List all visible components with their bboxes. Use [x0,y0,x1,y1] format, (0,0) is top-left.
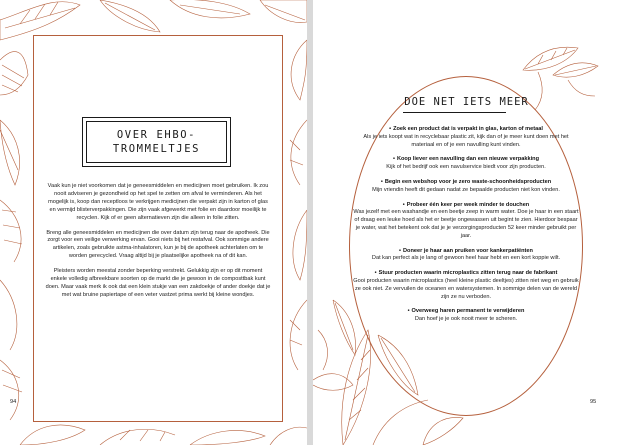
bullet-icon: • [374,270,377,277]
bullet-icon: • [402,201,405,208]
page-title-line-2: TROMMELTJES [112,143,201,155]
paragraph: Breng alle geneesmiddelen en medicijnen die over datum zijn terug naar de apotheek. Die zorgt voor een veilige verwerking ervan. Gooi niets bij het restafval. Ook sommige andere artikelen, zoals gebruikte astma-inhalatoren, kun je bij de apotheek achterlaten om te worden gerecycled. Vraag altijd bij je plaatselijke apotheek na of dit kan. [46,229,270,260]
page-number-left: 94 [10,399,17,405]
list-item [352,179,580,195]
list-item [352,156,580,172]
page-title-line-1: OVER EHBO- [116,129,197,141]
list-item [352,308,580,324]
list-item [352,126,580,149]
tip-text: Mijn vriendin heeft dit gedaan nadat ze bepaalde producten niet kon vinden. [372,186,560,193]
left-page [0,0,307,445]
tip-text: Dat kan perfect als je lang of gewoon heel haar hebt en een kort koppie wilt. [371,255,561,262]
tip-heading: Probeer één keer per week minder te douchen [406,201,530,208]
bullet-icon: • [389,126,392,132]
title-underline [403,112,506,113]
paragraph: Vaak kun je niet voorkomen dat je geneesmiddelen en medicijnen moet gebruiken. Ik zou nooit adviseren je gezondheid op het spel te zetten om afval te verminderen. Als het mogelijk is, koop dan receptloos te verkrijgen medicijnen die verpakt zijn in karton of glas en vermijd blisterverpakkingen. Die zijn vaak afgewerkt met folie en daardoor moeilijk te recyclen. Kijk of er geen alternatieven zijn die alleen in folie zitten. [47,183,269,221]
tip-heading: Begin een webshop voor je zero waste-schoonheidsproducten [384,178,552,185]
tip-text: Als je iets koopt wat in recyclebaar plastic zit, kijk dan of je meer kunt doen met het materiaal en of je een navulling kunt vinden. [363,133,569,148]
tip-text: Was jezelf met een washandje en een beetje zeep in warm water. Doe je haar in een staart of draag een leuke hoed als het er beetje ongewassen uit begint te zien. Hierdoor bespaar je water, wat het betekent ook dat je je verzorgingsproducten 52 keer minder gebruikt per jaar. [353,209,579,239]
left-body-text [45,183,271,307]
list-item [352,202,580,241]
bullet-icon: • [392,156,395,163]
tip-heading: Stuur producten waarin microplastics zitten terug naar de fabrikant [378,270,558,277]
tip-heading: Doneer je haar aan pruiken voor kankerpatiënten [403,247,533,254]
bullet-icon: • [380,178,383,185]
tip-text: Dan hoef je je ook nooit meer te scheren. [414,316,518,323]
tip-heading: Koop liever een navulling dan een nieuwe verpakking [396,156,540,163]
bullet-icon: • [399,247,401,254]
list-item [352,248,580,264]
page-number-right: 95 [590,399,597,405]
title-box [82,117,231,167]
tip-text: Gooi producten waarin microplastics (heel kleine plastic deeltjes) zitten niet weg en gebruik ze ook niet. Ze vervuilen de oceanen en watersystemen. In sommige delen van de wereld zijn ze nu verboden. [353,277,579,300]
bullet-icon: • [407,308,410,315]
tips-list [352,126,580,331]
paragraph: Pleisters worden meestal zonder beperking verstrekt. Gelukkig zijn er op dit moment enkele volledig afbreekbare soorten op de markt die je gewoon in de composttbak kunt doen. Maar vaak merk ik ook dat een klein stukje van een zakdoekje of ander doekje dat je met wat bruine papiertape of een veter vastzet prima werkt bij kleine wondjes. [45,268,271,298]
tip-text: Kijk of het bedrijf ook een navulservice biedt voor zijn producten. [386,164,546,171]
tip-heading: Overweeg haren permanent te verwijderen [411,308,525,315]
page-title: DOE NET IETS MEER [404,96,529,108]
tip-heading: Zoek een product dat is verpakt in glas, karton of metaal [393,126,543,132]
list-item [352,270,580,301]
